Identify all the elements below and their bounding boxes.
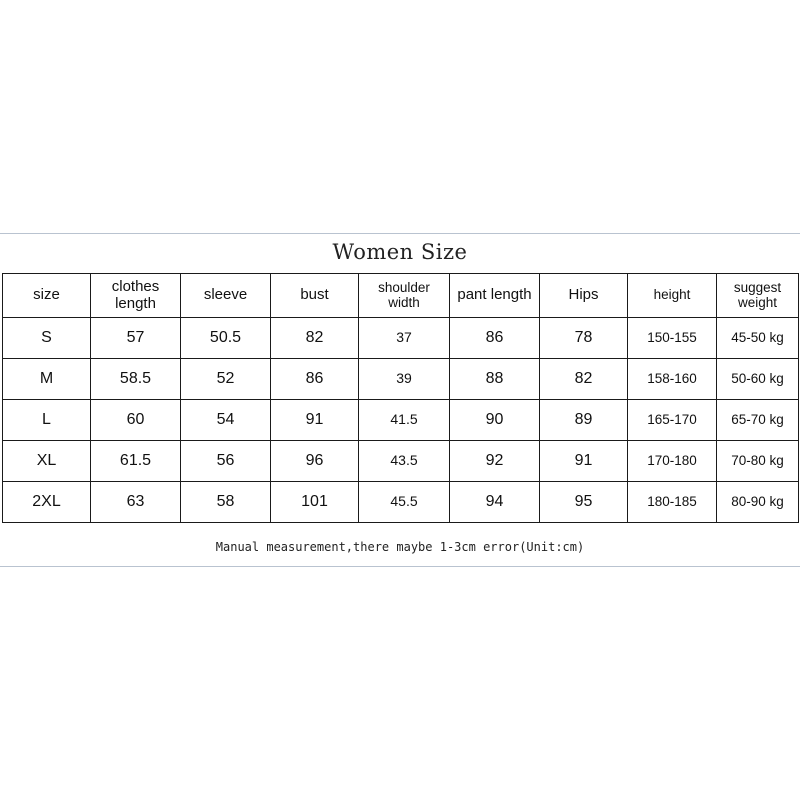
cell-pant-length: 92	[450, 441, 540, 482]
cell-suggest-weight: 70-80 kg	[717, 441, 799, 482]
header-shoulder-width: shoulder width	[359, 274, 450, 318]
chart-title: Women Size	[332, 240, 468, 264]
cell-sleeve: 58	[181, 482, 271, 523]
table-row	[3, 400, 799, 441]
cell-hips: 78	[540, 318, 628, 359]
cell-pant-length: 94	[450, 482, 540, 523]
cell-bust: 91	[271, 400, 359, 441]
table-row	[3, 441, 799, 482]
cell-sleeve: 52	[181, 359, 271, 400]
measurement-footnote: Manual measurement,there maybe 1-3cm error(Unit:cm)	[215, 540, 585, 554]
table-row	[3, 318, 799, 359]
size-table	[2, 273, 799, 523]
header-sleeve: sleeve	[181, 274, 271, 318]
cell-clothes-length: 60	[91, 400, 181, 441]
cell-bust: 86	[271, 359, 359, 400]
cell-hips: 89	[540, 400, 628, 441]
header-suggest-weight: suggest weight	[717, 274, 799, 318]
cell-shoulder-width: 45.5	[359, 482, 450, 523]
cell-shoulder-width: 41.5	[359, 400, 450, 441]
header-hips: Hips	[540, 274, 628, 318]
cell-height: 170-180	[628, 441, 717, 482]
cell-shoulder-width: 39	[359, 359, 450, 400]
cell-height: 165-170	[628, 400, 717, 441]
cell-height: 180-185	[628, 482, 717, 523]
cell-hips: 95	[540, 482, 628, 523]
cell-bust: 82	[271, 318, 359, 359]
cell-shoulder-width: 43.5	[359, 441, 450, 482]
cell-suggest-weight: 45-50 kg	[717, 318, 799, 359]
cell-suggest-weight: 80-90 kg	[717, 482, 799, 523]
header-pant-length: pant length	[450, 274, 540, 318]
cell-size: 2XL	[3, 482, 91, 523]
table-row	[3, 359, 799, 400]
cell-height: 158-160	[628, 359, 717, 400]
cell-pant-length: 88	[450, 359, 540, 400]
cell-hips: 91	[540, 441, 628, 482]
cell-suggest-weight: 50-60 kg	[717, 359, 799, 400]
header-clothes-length: clothes length	[91, 274, 181, 318]
cell-sleeve: 56	[181, 441, 271, 482]
cell-clothes-length: 61.5	[91, 441, 181, 482]
cell-hips: 82	[540, 359, 628, 400]
cell-bust: 101	[271, 482, 359, 523]
header-height: height	[628, 274, 717, 318]
cell-height: 150-155	[628, 318, 717, 359]
cell-clothes-length: 63	[91, 482, 181, 523]
header-bust: bust	[271, 274, 359, 318]
header-row	[3, 274, 799, 318]
table-row	[3, 482, 799, 523]
cell-size: XL	[3, 441, 91, 482]
cell-sleeve: 54	[181, 400, 271, 441]
cell-sleeve: 50.5	[181, 318, 271, 359]
cell-pant-length: 90	[450, 400, 540, 441]
cell-clothes-length: 57	[91, 318, 181, 359]
cell-bust: 96	[271, 441, 359, 482]
cell-shoulder-width: 37	[359, 318, 450, 359]
cell-size: M	[3, 359, 91, 400]
cell-clothes-length: 58.5	[91, 359, 181, 400]
cell-pant-length: 86	[450, 318, 540, 359]
cell-size: L	[3, 400, 91, 441]
cell-suggest-weight: 65-70 kg	[717, 400, 799, 441]
cell-size: S	[3, 318, 91, 359]
header-size: size	[3, 274, 91, 318]
